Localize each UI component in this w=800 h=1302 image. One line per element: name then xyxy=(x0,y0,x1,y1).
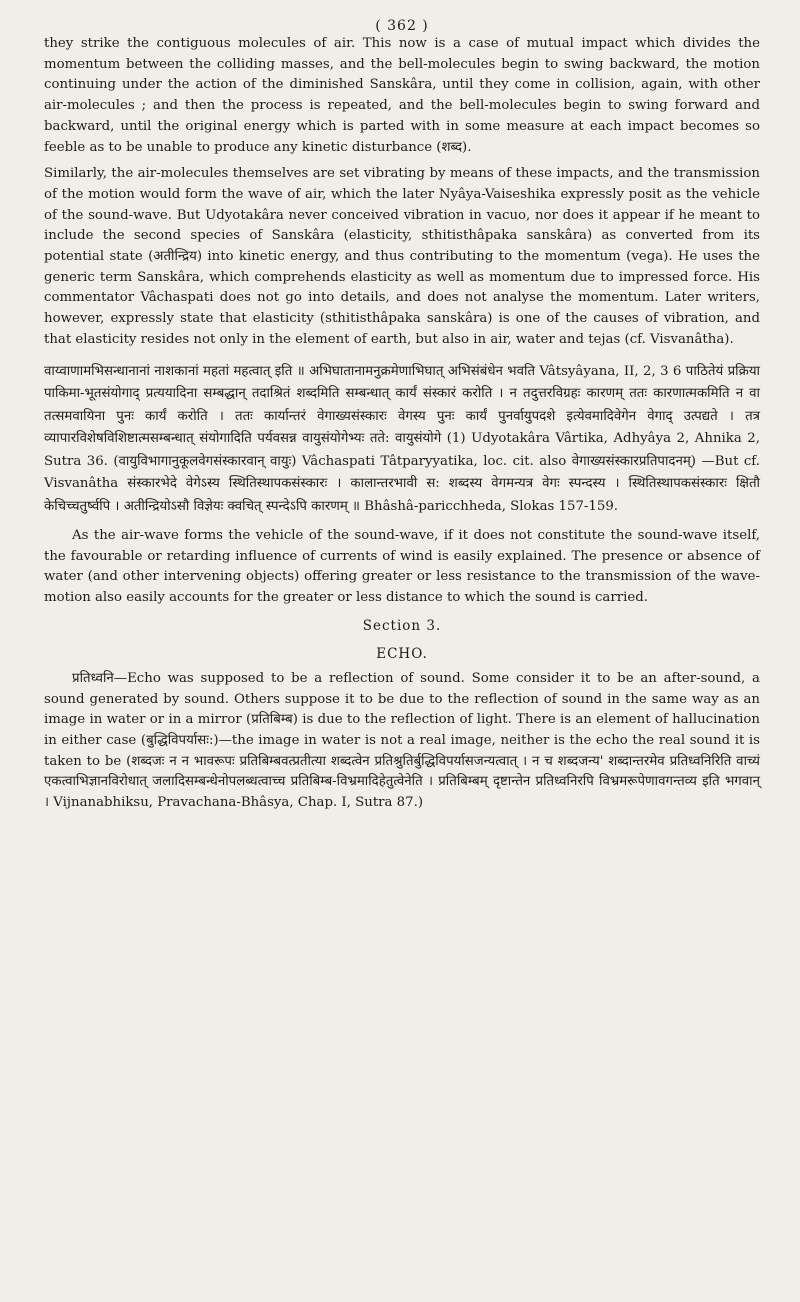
vatsyayana-citation: Vâtsyâyana, II, 2, 3 6 xyxy=(539,363,682,379)
vachaspati-citation: Vâchaspati Tâtparyyatika, loc. cit. also xyxy=(301,453,567,469)
paragraph-4-text: प्रतिध्वनि—Echo was supposed to be a reflection of sound. Some consider it to be an after-sound, a sound generated by sound. Others suppose it to be due to the reflection of sound in the same way as an image in water or in a mirror (प्रतिबिम्ब) is due to the reflection of light. There is an element of hallucination in either case (बुद्धिविपर्यासः:)—the image in water is not a real image, neither is the echo the real sound it is taken to be (शब्दजः न न भावरूपः प्रतिबिम्बवत्प्रतीत्या शब्दत्वेन प्रतिश्रुतिर्बुद्धिविपर्यासजन्यत्वात् । न च शब्दजन्य' शब्दान्तरमेव प्रतिध्वनिरिति वाच्यं एकत्वाभिज्ञानविरोधात् जलादिसम्बन्धेनोपलब्धत्वाच्च प्रतिबिम्ब-विभ्रमादिहेतुत्वेनेति । प्रतिबिम्बम् दृष्टान्तेन प्रतिध्वनिरपि विभ्रमरूपेणावगन्तव्य इति भगवान् । xyxy=(44,670,760,811)
section-label: Section 3. xyxy=(362,617,442,634)
vijnanabhiksu-citation: Vijnanabhiksu, Pravachana-Bhâsya, Chap. I, Sutra 87.) xyxy=(53,795,424,811)
sanskrit-line-5: वेगाख्यसंस्कारप्रतिपादनम्) —But cf. Visvanâtha संस्कारभेदे वेगेऽस्य स्थितिस्थापकसंस्कारः । कालान्तरभावी स: शब्दस्य वेगमन्यत्र वेगः स्पन्दस्य । स्थितिस्थापकसंस्कारः क्षितौ केचिच्चतुर्ष्वपि । अतीन्द्रियोऽसौ विज्ञेयः क्वचित् स्पन्देऽपि कारणम् ॥ xyxy=(44,453,760,514)
paragraph-1: they strike the contiguous molecules of air. This now is a case of mutual impact which divides the momentum between the colliding masses, and the bell-molecules begin to swing backward, the motion continuing under the action of the diminished Sanskâra, until they come in collision, again, with other air-molecules ; and then the process is repeated, and the bell-molecules begin to swing forward and backward, until the original energy which is parted with in some measure at each impact becomes so feeble as to be unable to produce any kinetic disturbance (शब्द). xyxy=(44,36,760,155)
sanskrit-line-4: (वायुविभागानुकूलवेगसंस्कारवान् वायुः) xyxy=(113,453,302,469)
paragraph-3: As the air-wave forms the vehicle of the sound-wave, if it does not constitute the sound-wave itself, the favourable or retarding influence of currents of wind is easily explained. The presence or absence of water (and other intervening objects) offering greater or less resistance to the transmission of the wave-motion also easily accounts for the greater or less distance to which the sound is carried. xyxy=(44,528,760,606)
sanskrit-line-3: पाठितेयं प्रक्रिया पाकिमा-भूतसंयोगाद् प्रत्ययादिना सम्बद्धान् तदाश्रितं शब्दमिति सम्बन्धात् कार्यं संस्कारं करोति । न तदुत्तरविग्रहः कारणम् ततः कारणात्मकमिति न वा तत्समवायिना पुनः कार्यं करोति । ततः कार्यान्तरं वेगाख्यसंस्कारः वेगस्य पुनः कार्यं पुनर्वायुपदशे इत्येवमादिवेगेन वेगाद् उत्पद्यते । तत्र व्यापारविशेषविशिष्टात्मसम्बन्धात् संयोगादिति पर्यवसन्न वायुसंयोगेभ्यः तते: वायुसंयोगे xyxy=(44,363,760,447)
sanskrit-line-1: वाय्वाणामभिसन्धानानां नाशकानां महतां महत्वात् इति ॥ अभिघातानामनुक्रमेणाभिघात् xyxy=(44,363,444,379)
page-number: ( 362 ) xyxy=(375,18,429,34)
paragraph-4 xyxy=(44,669,760,814)
main-text-3 xyxy=(44,669,760,814)
udyotakara-citation: (1) Udyotakâra Vârtika, Adhyâya 2, Ahnika 2, Sutra 36. xyxy=(44,431,760,469)
main-text xyxy=(44,34,760,351)
footnote-sanskrit xyxy=(44,361,760,519)
bhasha-citation: Bhâshâ-paricchheda, Slokas 157-159. xyxy=(364,498,619,514)
main-text-2 xyxy=(44,526,760,609)
sanskrit-line-2: अभिसंबंधेन भवति xyxy=(447,363,540,379)
echo-heading: ECHO. xyxy=(376,645,428,662)
paragraph-2: Similarly, the air-molecules themselves are set vibrating by means of these impacts, and the transmission of the motion would form the wave of air, which the later Nyâya-Vaiseshika expressly posit as the vehicle of the sound-wave. But Udyotakâra never conceived vibration in vacuo, nor does it appear if he meant to include the second species of Sanskâra (elasticity, sthitisthâpaka sanskâra) as converted from its potential state (अतीन्द्रिय) into kinetic energy, and thus contributing to the momentum (vega). He uses the generic term Sanskâra, which comprehends elasticity as well as momentum due to impressed force. His commentator Vâchaspati does not go into details, and does not analyse the momentum. Later writers, however, expressly state that elasticity (sthitisthâpaka sanskâra) is one of the causes of vibration, and that elasticity resides not only in the element of earth, but also in air, water and tejas (cf. Visvanâtha). xyxy=(44,166,760,347)
